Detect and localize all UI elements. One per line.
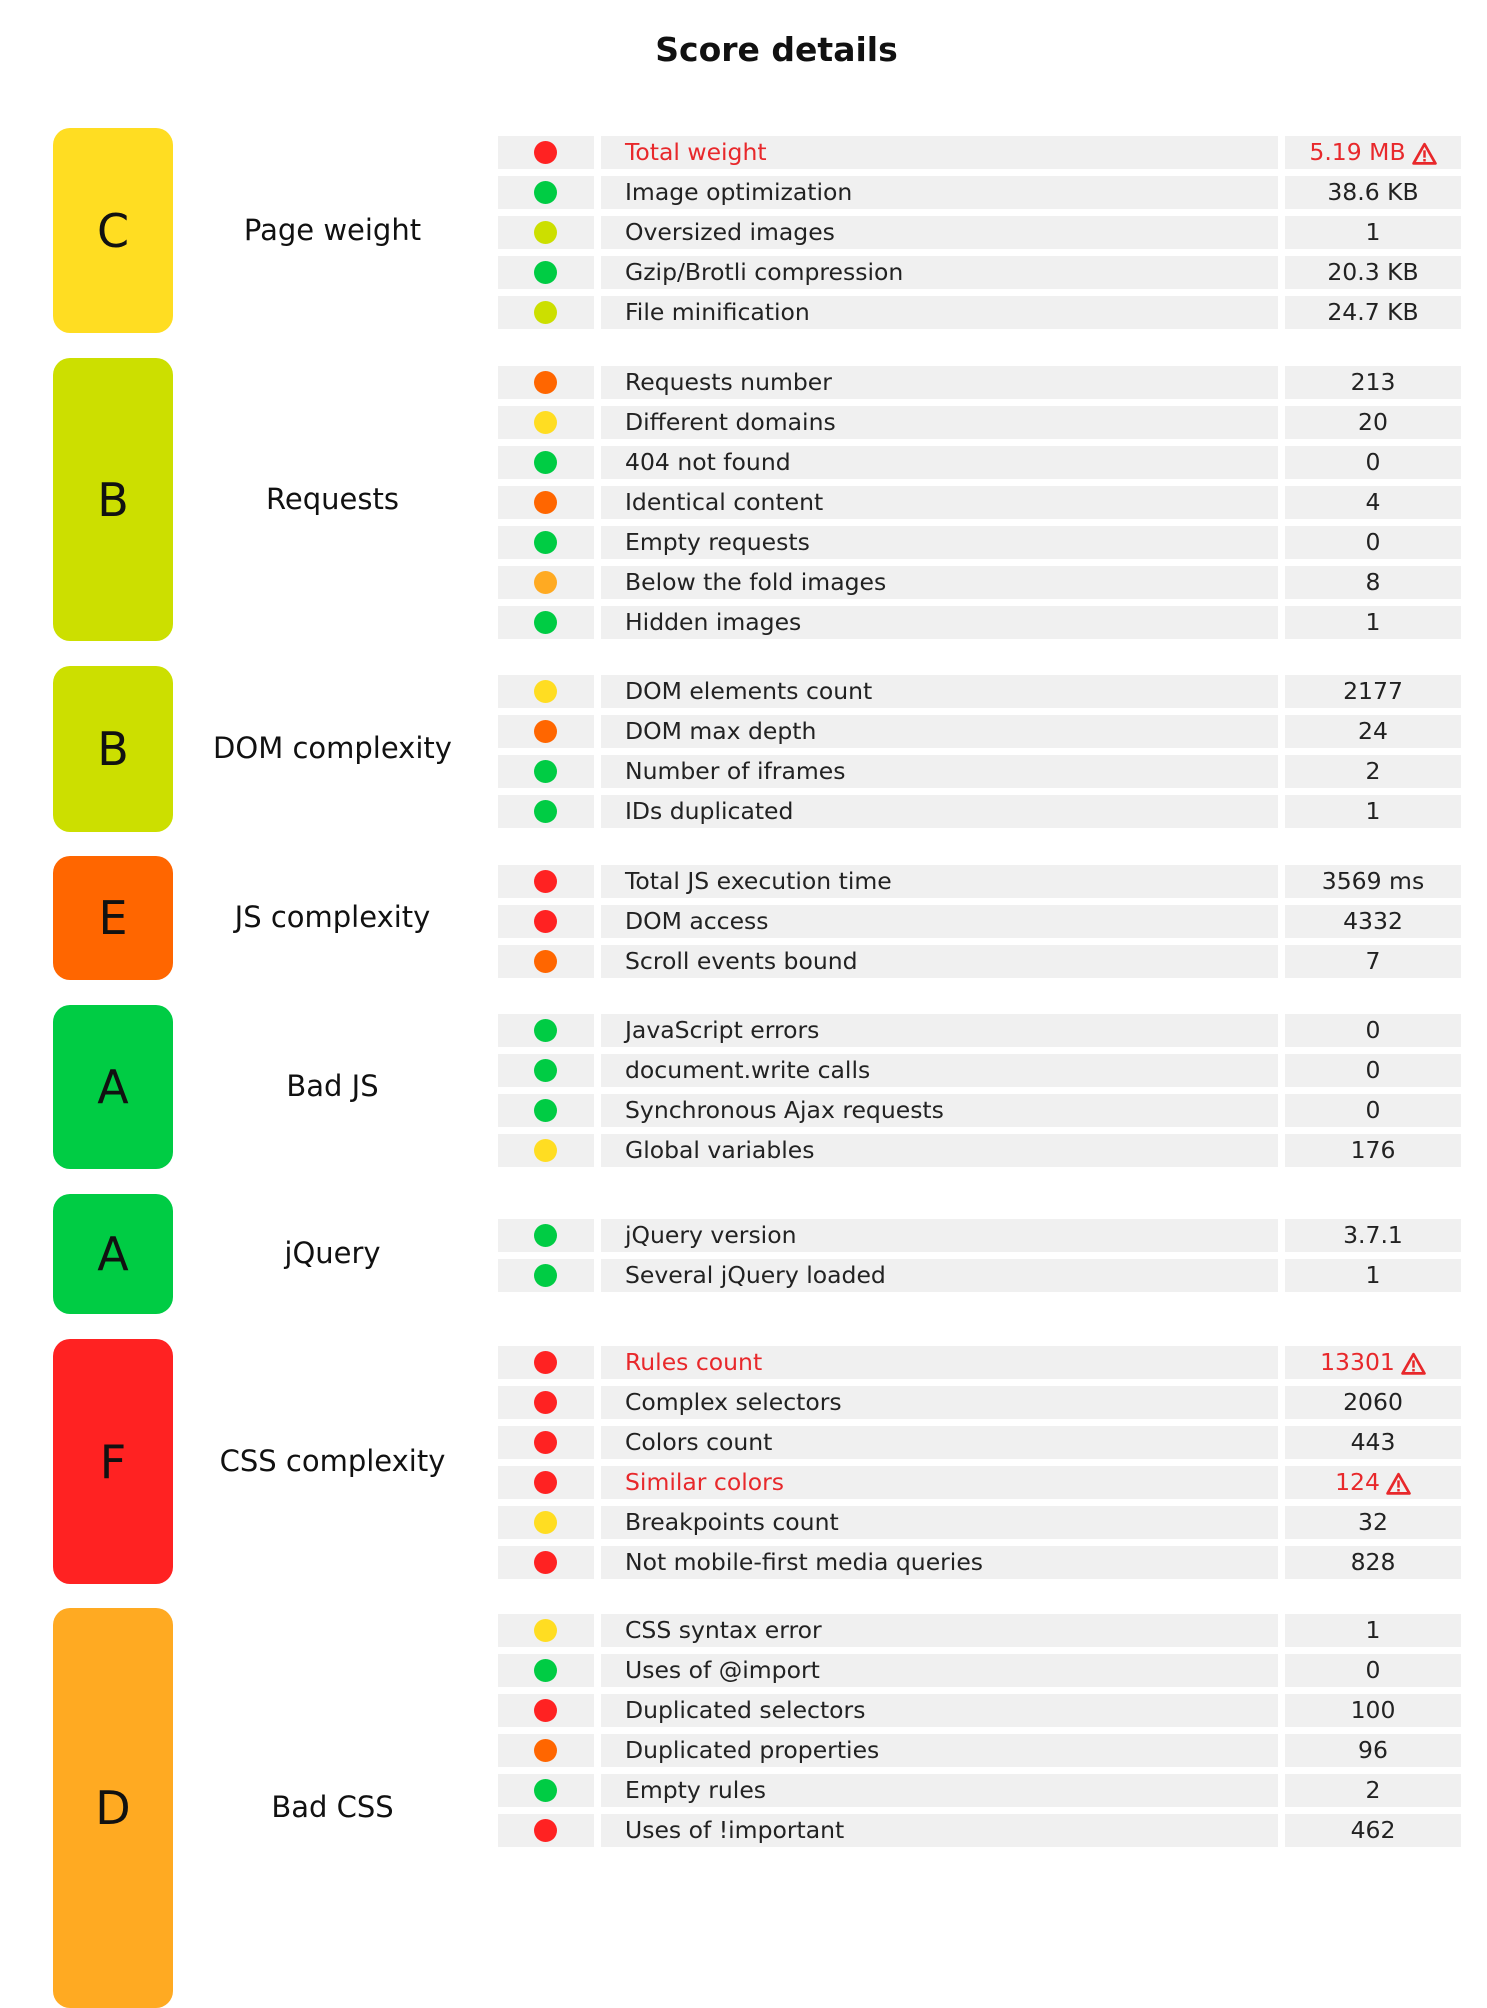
status-dot-icon — [534, 1551, 557, 1574]
metric-value-cell — [1285, 1546, 1461, 1579]
metric-value: 24 — [1358, 717, 1388, 745]
grade-badge-page-weight: C — [53, 128, 173, 333]
metric-row[interactable] — [0, 366, 1487, 399]
metric-name: Similar colors — [601, 1466, 1278, 1499]
metric-value-cell — [1285, 905, 1461, 938]
status-dot-icon — [534, 141, 557, 164]
metric-value: 443 — [1350, 1428, 1396, 1456]
metric-value-cell — [1285, 566, 1461, 599]
status-dot-icon — [534, 1264, 557, 1287]
status-dot-icon — [534, 301, 557, 324]
grade-badge-jquery: A — [53, 1194, 173, 1314]
metric-value-cell — [1285, 446, 1461, 479]
metric-value: 5.19 MB — [1309, 138, 1406, 166]
metric-value: 38.6 KB — [1327, 178, 1419, 206]
metric-value-cell — [1285, 176, 1461, 209]
metric-row[interactable] — [0, 446, 1487, 479]
metric-value: 32 — [1358, 1508, 1388, 1536]
metric-value: 1 — [1365, 1261, 1381, 1289]
section-label-css-complexity: CSS complexity — [219, 1443, 446, 1478]
metric-row[interactable] — [0, 1054, 1487, 1087]
metric-value: 2177 — [1343, 677, 1403, 705]
status-dot-icon — [534, 1739, 557, 1762]
metric-row[interactable] — [0, 136, 1487, 169]
metric-name: 404 not found — [601, 446, 1278, 479]
metric-row[interactable] — [0, 1694, 1487, 1727]
metric-name: Breakpoints count — [601, 1506, 1278, 1539]
metric-value-cell — [1285, 1386, 1461, 1419]
section-label-jquery: jQuery — [284, 1236, 381, 1270]
status-dot-icon — [534, 531, 557, 554]
metric-name: DOM elements count — [601, 675, 1278, 708]
metric-value-cell — [1285, 1134, 1461, 1167]
status-dot-icon — [534, 1431, 557, 1454]
metric-row[interactable] — [0, 1734, 1487, 1767]
metric-row[interactable] — [0, 1346, 1487, 1379]
metric-value: 2 — [1365, 757, 1381, 785]
metric-value: 828 — [1350, 1548, 1396, 1576]
metric-row[interactable] — [0, 945, 1487, 978]
metric-value-cell — [1285, 1054, 1461, 1087]
metric-value-cell — [1285, 755, 1461, 788]
metric-value: 4 — [1365, 488, 1381, 516]
metric-name: Uses of @import — [601, 1654, 1278, 1687]
metric-name: IDs duplicated — [601, 795, 1278, 828]
metric-value: 0 — [1365, 448, 1381, 476]
metric-value-cell — [1285, 945, 1461, 978]
metric-name: Total JS execution time — [601, 865, 1278, 898]
status-dot-icon — [534, 1224, 557, 1247]
status-dot-icon — [534, 491, 557, 514]
metric-name: Image optimization — [601, 176, 1278, 209]
metric-name: JavaScript errors — [601, 1014, 1278, 1047]
metric-value-cell — [1285, 1774, 1461, 1807]
warning-icon — [1401, 1351, 1426, 1374]
metric-name: jQuery version — [601, 1219, 1278, 1252]
metric-value-cell — [1285, 1614, 1461, 1647]
metric-row[interactable] — [0, 1654, 1487, 1687]
metric-value: 124 — [1335, 1468, 1380, 1496]
status-dot-icon — [534, 720, 557, 743]
status-dot-icon — [534, 1099, 557, 1122]
grade-badge-css-complexity: F — [53, 1339, 173, 1584]
metric-value-cell — [1285, 1694, 1461, 1727]
metric-value-cell — [1285, 715, 1461, 748]
warning-icon — [1386, 1471, 1411, 1494]
metric-name: CSS syntax error — [601, 1614, 1278, 1647]
status-dot-icon — [534, 1139, 557, 1162]
status-dot-icon — [534, 221, 557, 244]
metric-value-cell — [1285, 1426, 1461, 1459]
metric-value: 1 — [1365, 797, 1381, 825]
metric-value: 0 — [1365, 1656, 1381, 1684]
metric-name: Global variables — [601, 1134, 1278, 1167]
status-dot-icon — [534, 611, 557, 634]
section-label-js-complexity: JS complexity — [234, 900, 431, 934]
metric-row[interactable] — [0, 1386, 1487, 1419]
metric-name: DOM max depth — [601, 715, 1278, 748]
warning-icon — [1412, 141, 1437, 164]
metric-value-cell — [1285, 606, 1461, 639]
metric-row[interactable] — [0, 675, 1487, 708]
metric-name: Synchronous Ajax requests — [601, 1094, 1278, 1127]
metric-row[interactable] — [0, 1466, 1487, 1499]
metric-name: Oversized images — [601, 216, 1278, 249]
metric-row[interactable] — [0, 216, 1487, 249]
metric-row[interactable] — [0, 1014, 1487, 1047]
metric-value-cell — [1285, 486, 1461, 519]
section-label-page-weight: Page weight — [243, 212, 422, 247]
metric-row[interactable] — [0, 296, 1487, 329]
metric-name: DOM access — [601, 905, 1278, 938]
metric-name: Different domains — [601, 406, 1278, 439]
metric-value-cell — [1285, 1506, 1461, 1539]
status-dot-icon — [534, 800, 557, 823]
metric-name: Rules count — [601, 1346, 1278, 1379]
metric-name: File minification — [601, 296, 1278, 329]
metric-row[interactable] — [0, 526, 1487, 559]
metric-value: 1 — [1365, 1616, 1381, 1644]
metric-value: 0 — [1365, 1096, 1381, 1124]
status-dot-icon — [534, 950, 557, 973]
metric-value: 2 — [1365, 1776, 1381, 1804]
metric-value: 100 — [1350, 1696, 1396, 1724]
status-dot-icon — [534, 1699, 557, 1722]
status-dot-icon — [534, 1019, 557, 1042]
metric-value: 3.7.1 — [1343, 1221, 1403, 1249]
metric-value: 7 — [1365, 947, 1381, 975]
metric-row[interactable] — [0, 566, 1487, 599]
metric-value-cell — [1285, 1814, 1461, 1847]
metric-value-cell — [1285, 795, 1461, 828]
metric-value: 1 — [1365, 608, 1381, 636]
metric-row[interactable] — [0, 1259, 1487, 1292]
metric-row[interactable] — [0, 486, 1487, 519]
metric-value-cell — [1285, 526, 1461, 559]
metric-row[interactable] — [0, 795, 1487, 828]
metric-row[interactable] — [0, 1814, 1487, 1847]
metric-value-cell — [1285, 296, 1461, 329]
status-dot-icon — [534, 451, 557, 474]
status-dot-icon — [534, 760, 557, 783]
metric-value-cell — [1285, 216, 1461, 249]
metric-name: Empty requests — [601, 526, 1278, 559]
metric-value-cell — [1285, 136, 1461, 169]
status-dot-icon — [534, 1659, 557, 1682]
status-dot-icon — [534, 261, 557, 284]
metric-name: Several jQuery loaded — [601, 1259, 1278, 1292]
metric-name: document.write calls — [601, 1054, 1278, 1087]
metric-row[interactable] — [0, 256, 1487, 289]
grade-badge-bad-js: A — [53, 1005, 173, 1169]
status-dot-icon — [534, 1779, 557, 1802]
metric-value-cell — [1285, 1094, 1461, 1127]
metric-value: 20.3 KB — [1327, 258, 1419, 286]
metric-row[interactable] — [0, 865, 1487, 898]
status-dot-icon — [534, 411, 557, 434]
metric-value-cell — [1285, 1466, 1461, 1499]
metric-value-cell — [1285, 1346, 1461, 1379]
grade-badge-requests: B — [53, 358, 173, 641]
metric-row[interactable] — [0, 1219, 1487, 1252]
status-dot-icon — [534, 181, 557, 204]
metric-value-cell — [1285, 366, 1461, 399]
metric-name: Gzip/Brotli compression — [601, 256, 1278, 289]
metric-name: Uses of !important — [601, 1814, 1278, 1847]
metric-name: Below the fold images — [601, 566, 1278, 599]
metric-name: Identical content — [601, 486, 1278, 519]
metric-value: 24.7 KB — [1327, 298, 1419, 326]
status-dot-icon — [534, 1471, 557, 1494]
metric-name: Total weight — [601, 136, 1278, 169]
status-dot-icon — [534, 870, 557, 893]
metric-value-cell — [1285, 256, 1461, 289]
metric-value-cell — [1285, 406, 1461, 439]
status-dot-icon — [534, 1059, 557, 1082]
metric-value: 4332 — [1343, 907, 1403, 935]
metric-value-cell — [1285, 1014, 1461, 1047]
metric-value: 0 — [1365, 1056, 1381, 1084]
grade-badge-dom-complexity: B — [53, 666, 173, 832]
metric-name: Hidden images — [601, 606, 1278, 639]
metric-row[interactable] — [0, 755, 1487, 788]
metric-row[interactable] — [0, 1506, 1487, 1539]
metric-row[interactable] — [0, 606, 1487, 639]
metric-value: 20 — [1358, 408, 1388, 436]
metric-value: 1 — [1365, 218, 1381, 246]
metric-value-cell — [1285, 1219, 1461, 1252]
grade-badge-js-complexity: E — [53, 856, 173, 980]
metric-value: 8 — [1365, 568, 1381, 596]
metric-value: 0 — [1365, 528, 1381, 556]
status-dot-icon — [534, 1619, 557, 1642]
status-dot-icon — [534, 1391, 557, 1414]
section-label-bad-js: Bad JS — [286, 1069, 379, 1103]
status-dot-icon — [534, 1819, 557, 1842]
section-label-requests: Requests — [266, 481, 399, 516]
status-dot-icon — [534, 910, 557, 933]
metric-name: Scroll events bound — [601, 945, 1278, 978]
status-dot-icon — [534, 1351, 557, 1374]
metric-name: Complex selectors — [601, 1386, 1278, 1419]
metric-row[interactable] — [0, 406, 1487, 439]
metric-value-cell — [1285, 1654, 1461, 1687]
metric-value: 213 — [1350, 368, 1396, 396]
metric-value-cell — [1285, 1734, 1461, 1767]
metric-value-cell — [1285, 675, 1461, 708]
metric-row[interactable] — [0, 1774, 1487, 1807]
status-dot-icon — [534, 571, 557, 594]
metric-row[interactable] — [0, 1094, 1487, 1127]
metric-name: Duplicated properties — [601, 1734, 1278, 1767]
status-dot-icon — [534, 1511, 557, 1534]
metric-value: 0 — [1365, 1016, 1381, 1044]
status-dot-icon — [534, 680, 557, 703]
metric-row[interactable] — [0, 1614, 1487, 1647]
metric-value: 176 — [1350, 1136, 1396, 1164]
section-label-bad-css: Bad CSS — [271, 1790, 394, 1824]
metric-value: 13301 — [1320, 1348, 1395, 1376]
metric-name: Duplicated selectors — [601, 1694, 1278, 1727]
metric-row[interactable] — [0, 1546, 1487, 1579]
page-title: Score details — [655, 30, 898, 69]
metric-value: 3569 ms — [1321, 867, 1425, 895]
metric-value: 96 — [1358, 1736, 1388, 1764]
metric-value: 2060 — [1343, 1388, 1403, 1416]
metric-row[interactable] — [0, 1426, 1487, 1459]
metric-name: Requests number — [601, 366, 1278, 399]
metric-name: Empty rules — [601, 1774, 1278, 1807]
metric-name: Number of iframes — [601, 755, 1278, 788]
status-dot-icon — [534, 371, 557, 394]
metric-row[interactable] — [0, 715, 1487, 748]
metric-row[interactable] — [0, 905, 1487, 938]
metric-value-cell — [1285, 865, 1461, 898]
metric-row[interactable] — [0, 176, 1487, 209]
metric-value: 462 — [1350, 1816, 1396, 1844]
section-label-dom-complexity: DOM complexity — [213, 731, 452, 765]
grade-badge-bad-css: D — [53, 1608, 173, 2008]
metric-name: Colors count — [601, 1426, 1278, 1459]
metric-value-cell — [1285, 1259, 1461, 1292]
metric-row[interactable] — [0, 1134, 1487, 1167]
metric-name: Not mobile-first media queries — [601, 1546, 1278, 1579]
